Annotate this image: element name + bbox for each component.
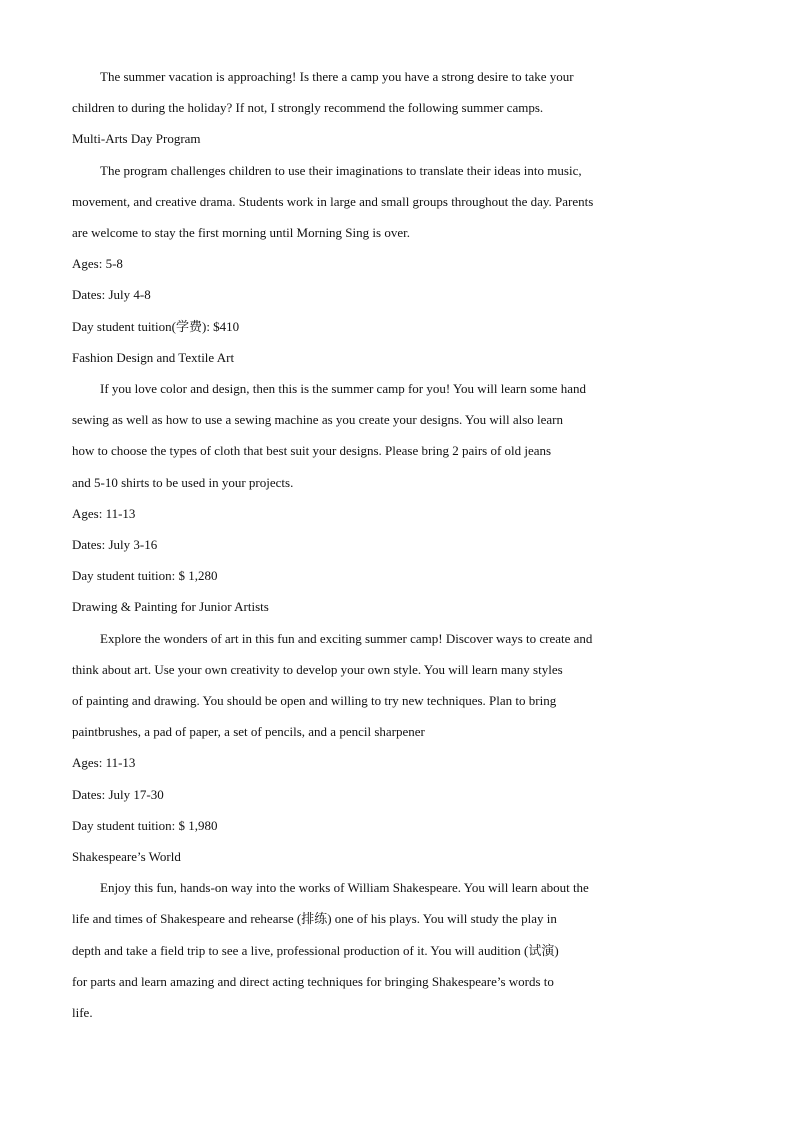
description-line: how to choose the types of cloth that best suit your designs. Please bring 2 pairs of old jeans [72, 443, 552, 459]
description-line: If you love color and design, then this is the summer camp for you! You will learn some hand [100, 381, 586, 397]
camp-dates: Dates: July 17-30 [72, 786, 164, 802]
description-line: of painting and drawing. You should be open and willing to try new techniques. Plan to bring [72, 693, 557, 709]
camp-description [72, 155, 722, 249]
camp-tuition: Day student tuition: $ 1,280 [72, 568, 218, 584]
description-line: Enjoy this fun, hands-on way into the works of William Shakespeare. You will learn about the [100, 880, 589, 896]
camp-description [72, 623, 722, 748]
camp-section [72, 123, 722, 341]
camp-dates: Dates: July 3-16 [72, 537, 158, 553]
camp-section [72, 841, 722, 1028]
camp-title: Multi-Arts Day Program [72, 131, 201, 147]
description-line: life and times of Shakespeare and rehearse (排练) one of his plays. You will study the play in [72, 911, 557, 927]
camp-dates: Dates: July 4-8 [72, 287, 151, 303]
camp-tuition: Day student tuition: $ 1,980 [72, 817, 218, 833]
camp-section [72, 342, 722, 592]
camp-title: Drawing & Painting for Junior Artists [72, 599, 269, 615]
description-line: sewing as well as how to use a sewing machine as you create your designs. You will also learn [72, 412, 564, 428]
description-line: Explore the wonders of art in this fun and exciting summer camp! Discover ways to create and [100, 630, 593, 646]
intro-line: The summer vacation is approaching! Is there a camp you have a strong desire to take your [100, 69, 574, 84]
description-line: life. [72, 1005, 93, 1021]
description-line: movement, and creative drama. Students work in large and small groups throughout the day. Parents [72, 193, 594, 209]
description-line: The program challenges children to use their imaginations to translate their ideas into music, [100, 162, 582, 178]
description-line: are welcome to stay the first morning until Morning Sing is over. [72, 225, 410, 241]
intro-line: children to during the holiday? If not, I strongly recommend the following summer camps. [72, 100, 544, 116]
camp-description [72, 373, 722, 498]
intro-paragraph [72, 61, 722, 123]
camp-description [72, 872, 722, 1028]
description-line: think about art. Use your own creativity to develop your own style. You will learn many styles [72, 661, 563, 677]
camp-section [72, 591, 722, 841]
camp-tuition: Day student tuition(学费): $410 [72, 318, 240, 334]
description-line: for parts and learn amazing and direct acting techniques for bringing Shakespeare’s words to [72, 973, 554, 989]
description-line: and 5-10 shirts to be used in your projects. [72, 474, 294, 490]
camp-ages: Ages: 11-13 [72, 505, 136, 521]
camp-ages: Ages: 11-13 [72, 755, 136, 771]
camp-title: Shakespeare’s World [72, 849, 181, 865]
camp-ages: Ages: 5-8 [72, 256, 123, 272]
document-page [72, 61, 722, 1028]
camp-title: Fashion Design and Textile Art [72, 349, 235, 365]
description-line: paintbrushes, a pad of paper, a set of pencils, and a pencil sharpener [72, 724, 425, 740]
description-line: depth and take a field trip to see a live, professional production of it. You will audition (试演) [72, 942, 559, 958]
